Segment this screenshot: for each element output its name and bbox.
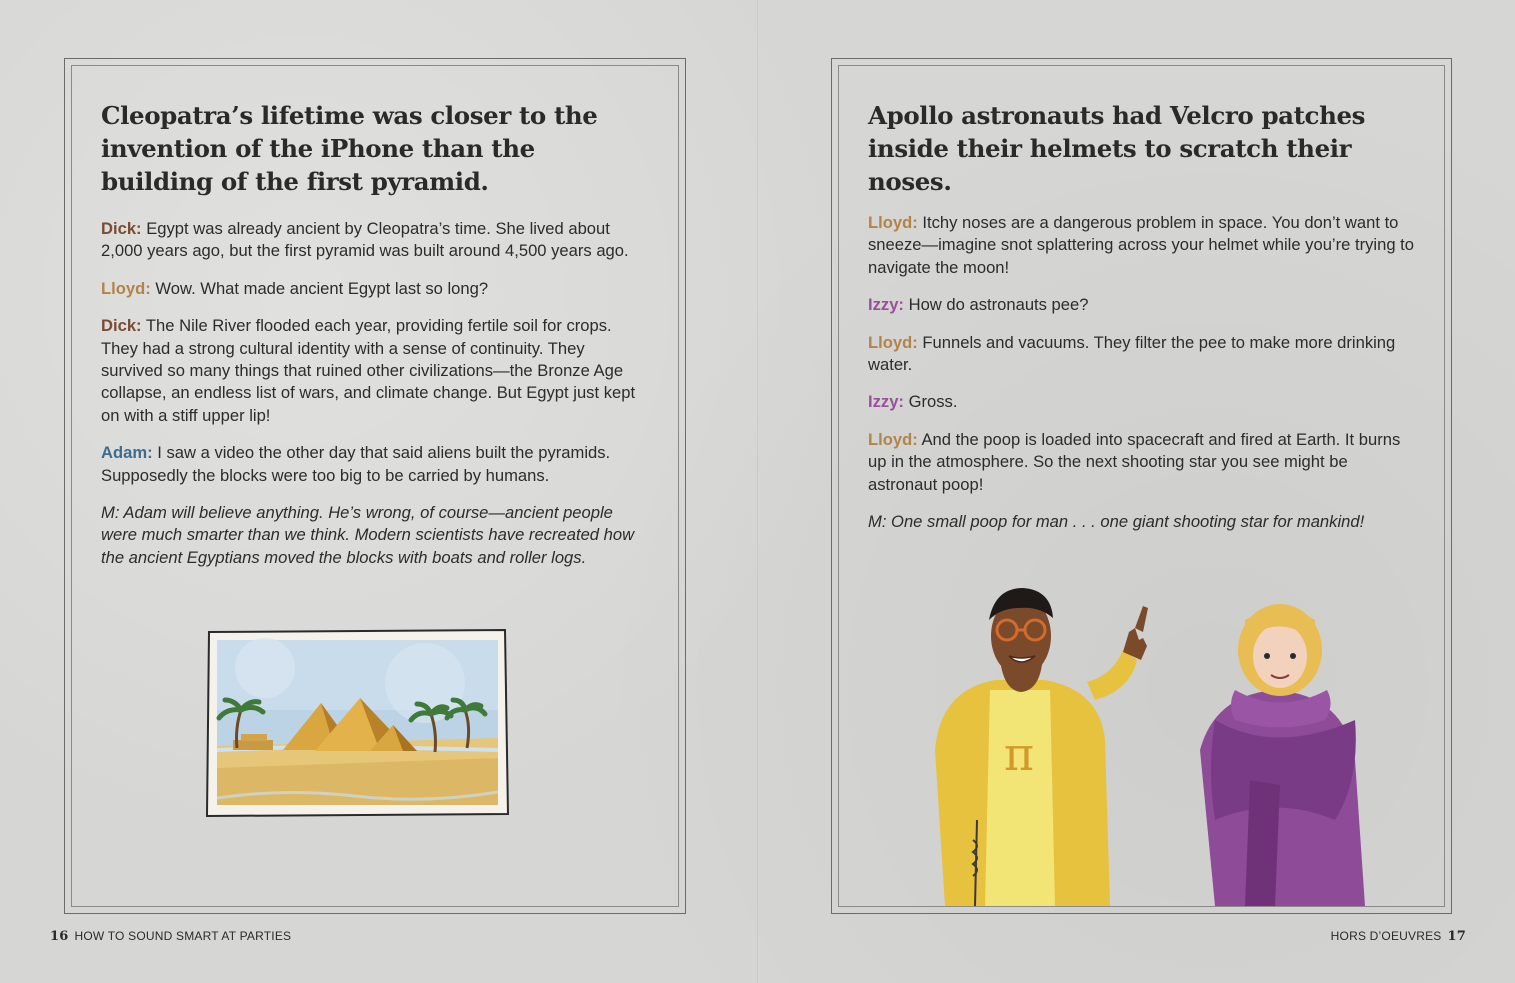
dialogue-text: And the poop is loaded into spacecraft and fired at Earth. It burns up in the atmosphere. So the next shooting star you see might be astronaut poop! (868, 429, 1401, 494)
dialogue-line (101, 442, 649, 487)
speaker-adam: Adam: (101, 443, 153, 463)
narrator-note: M: One small poop for man . . . one giant shooting star for mankind! (868, 512, 1365, 532)
dialogue-text: Funnels and vacuums. They filter the pee to make more drinking water. (868, 332, 1396, 375)
characters-illustration (915, 580, 1395, 906)
dialogue-text: Egypt was already ancient by Cleopatra’s time. She lived about 2,000 years ago, but the first pyramid was built around 4,500 years ago. (101, 219, 629, 261)
dialogue-text: The Nile River flooded each year, providing fertile soil for crops. They had a strong cultural identity with a sense of continuity. They survived so many things that ruined other civilizations—the Bronze Age collapse, an endless list of wars, and climate change. But Egypt just kept on with a stiff upper lip! (101, 316, 636, 425)
narrator-note: M: Adam will believe anything. He’s wrong, of course—ancient people were much smarter than we think. Modern scientists have recreated how the ancient Egyptians moved the blocks with boats and roller logs. (101, 503, 635, 567)
izzy-character (1200, 604, 1365, 906)
left-page-content (101, 99, 649, 584)
dialogue-line (868, 332, 1415, 377)
dialogue-text: I saw a video the other day that said aliens built the pyramids. Supposedly the blocks were too big to be carried by humans. (101, 443, 611, 485)
speaker-lloyd: Lloyd: (868, 213, 918, 232)
right-page-footer (1331, 929, 1466, 944)
dialogue-line (101, 218, 649, 263)
pyramids-postcard-illustration (205, 628, 510, 818)
dialogue-text: Wow. What made ancient Egypt last so long? (155, 278, 489, 298)
dialogue-text: Gross. (908, 392, 958, 412)
dialogue-line (101, 278, 649, 300)
dialogue-line (868, 429, 1415, 496)
running-title: HORS D’OEUVRES (1330, 929, 1442, 943)
dialogue-line (868, 212, 1415, 279)
page-number: 17 (1447, 929, 1466, 944)
speaker-lloyd: Lloyd: (101, 278, 151, 298)
running-title: HOW TO SOUND SMART AT PARTIES (74, 929, 292, 943)
lloyd-character (935, 588, 1148, 906)
speaker-lloyd: Lloyd: (868, 332, 918, 352)
speaker-izzy: Izzy: (868, 392, 904, 412)
spread-gutter (757, 0, 758, 983)
left-page-headline: Cleopatra’s lifetime was closer to the invention of the iPhone than the building of the first pyramid. (101, 101, 598, 196)
dialogue-line (868, 294, 1415, 316)
right-page-headline: Apollo astronauts had Velcro patches inside their helmets to scratch their noses. (868, 101, 1366, 196)
speaker-dick: Dick: (101, 219, 142, 238)
dialogue-line (101, 315, 649, 427)
right-page-content (868, 99, 1415, 548)
page-number: 16 (50, 929, 69, 944)
speaker-dick: Dick: (101, 316, 142, 336)
svg-text:π: π (1003, 727, 1035, 781)
speaker-lloyd: Lloyd: (868, 429, 918, 449)
speaker-izzy: Izzy: (868, 295, 904, 315)
dialogue-text: Itchy noses are a dangerous problem in space. You don’t want to sneeze—imagine snot splattering across your helmet while you’re trying to navigate the moon! (868, 213, 1415, 277)
dialogue-text: How do astronauts pee? (908, 295, 1089, 315)
left-page-footer (50, 929, 291, 944)
dialogue-line (868, 391, 1415, 413)
